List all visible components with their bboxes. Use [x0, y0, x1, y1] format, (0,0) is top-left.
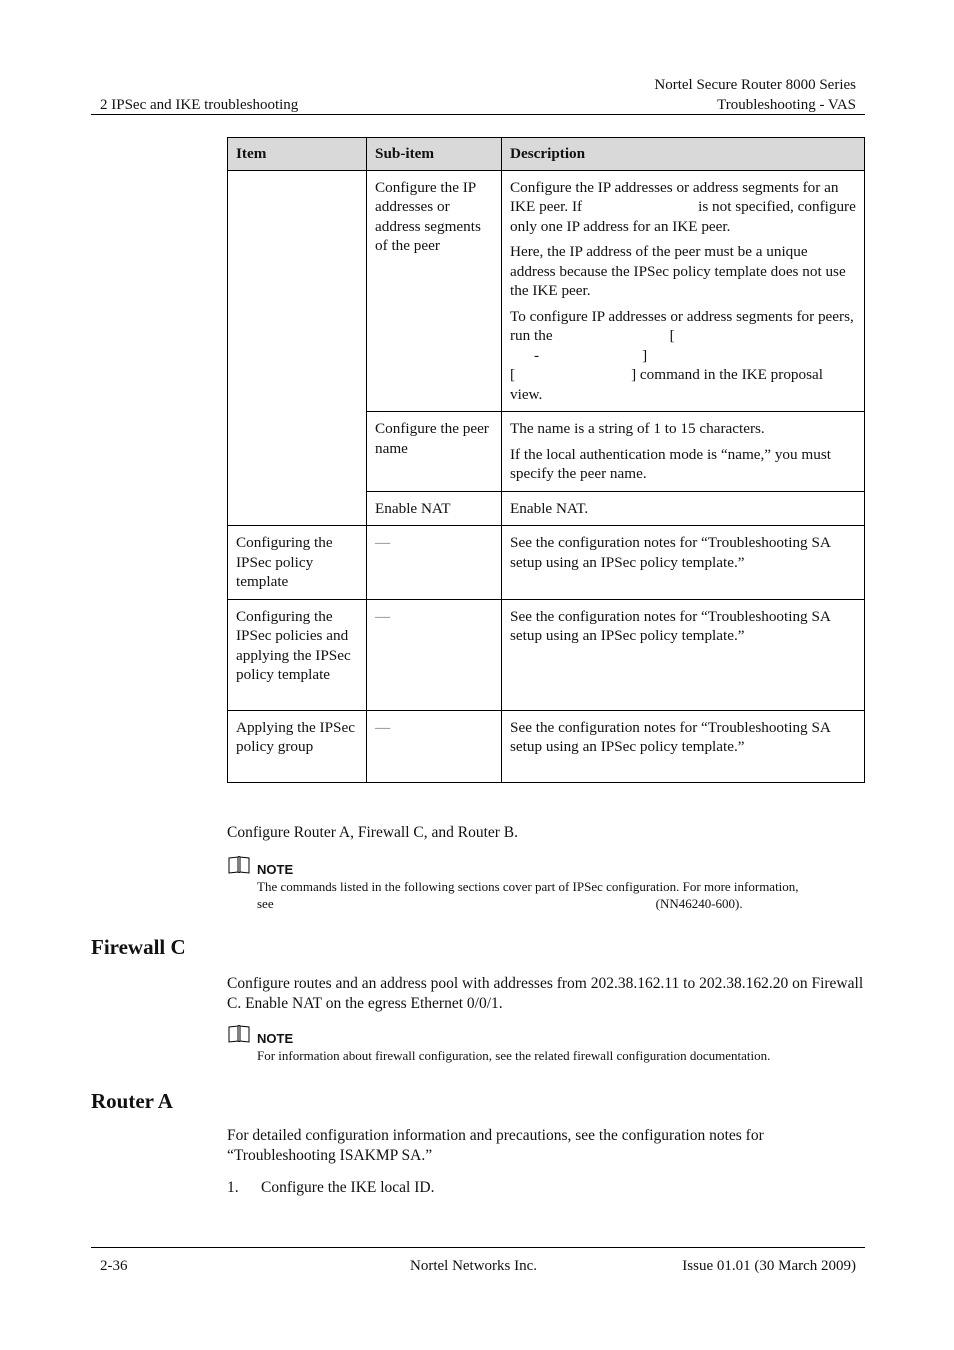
- table-cell-sub-item: —: [367, 599, 502, 710]
- router-text: For detailed configuration information and precautions, see the configuration notes for “Troubleshooting ISAKMP SA.”: [227, 1127, 764, 1164]
- description-paragraph: If the local authentication mode is “name,” you must specify the peer name.: [510, 445, 831, 482]
- config-table: [227, 137, 865, 783]
- book-icon: [228, 856, 250, 874]
- header-doc-title: Troubleshooting - VAS: [717, 97, 856, 113]
- note-text: The commands listed in the following sections cover part of IPSec configuration. For more information, see (NN46240-600).: [257, 879, 799, 911]
- firewall-text: Configure routes and an address pool with addresses from 202.38.162.11 to 202.38.162.20 on Firewall C. Enable NAT on the egress Ethernet 0/0/1.: [227, 975, 864, 1012]
- table-row: [228, 526, 865, 600]
- table-cell-description: [502, 412, 865, 492]
- note-text: For information about firewall configuration, see the related firewall configuration documentation.: [257, 1048, 771, 1063]
- table-cell-sub-item: Configure the peer name: [367, 412, 502, 492]
- header-product: Nortel Secure Router 8000 Series: [654, 77, 856, 93]
- col-header-description: Description: [502, 138, 865, 171]
- intro-text: Configure Router A, Firewall C, and Router B.: [227, 824, 519, 841]
- header-rule: [91, 114, 865, 115]
- description-paragraph: The name is a string of 1 to 15 characters.: [510, 420, 765, 437]
- table-header-row: [228, 138, 865, 171]
- table-cell-item: Applying the IPSec policy group: [228, 710, 367, 782]
- table-cell-description: See the configuration notes for “Troubleshooting SA setup using an IPSec policy template.”: [502, 526, 865, 600]
- description-paragraph: To configure IP addresses or address segments for peers, run the [ - ] [ ] command in the IKE proposal view.: [510, 307, 854, 403]
- description-paragraph: Here, the IP address of the peer must be a unique address because the IPSec policy template does not use the IKE peer.: [510, 243, 846, 299]
- header-chapter: 2 IPSec and IKE troubleshooting: [100, 97, 299, 113]
- col-header-sub-item: Sub-item: [367, 138, 502, 171]
- table-cell-description: See the configuration notes for “Troubleshooting SA setup using an IPSec policy template.”: [502, 710, 865, 782]
- table-cell-sub-item: —: [367, 710, 502, 782]
- footer-issue: Issue 01.01 (30 March 2009): [682, 1258, 856, 1274]
- description-paragraph: Configure the IP addresses or address segments for an IKE peer. If is not specified, configure only one IP address for an IKE peer.: [510, 178, 856, 235]
- section-heading-router-a: Router A: [91, 1089, 173, 1113]
- col-header-item: Item: [228, 138, 367, 171]
- book-icon: [228, 1025, 250, 1043]
- table-cell-item: Configuring the IPSec policy template: [228, 526, 367, 600]
- table-cell-sub-item: —: [367, 526, 502, 600]
- table-cell-sub-item: Enable NAT: [367, 491, 502, 526]
- table-cell-description: Enable NAT.: [502, 491, 865, 526]
- footer-page-number: 2-36: [100, 1258, 128, 1274]
- table-row: [228, 599, 865, 710]
- table-cell-item: Configuring the IPSec policies and applying the IPSec policy template: [228, 599, 367, 710]
- note-label: NOTE: [257, 1031, 294, 1046]
- table-cell-description: [502, 170, 865, 412]
- footer-company: Nortel Networks Inc.: [410, 1258, 538, 1274]
- table-row: [228, 170, 865, 412]
- section-heading-firewall-c: Firewall C: [91, 935, 186, 959]
- step-number: 1.: [227, 1179, 239, 1196]
- table-cell-description: See the configuration notes for “Troubleshooting SA setup using an IPSec policy template.”: [502, 599, 865, 710]
- table-cell-item-empty: [228, 170, 367, 526]
- footer-rule: [91, 1247, 865, 1248]
- step-text: Configure the IKE local ID.: [261, 1179, 435, 1196]
- table-cell-sub-item: Configure the IP addresses or address segments of the peer: [367, 170, 502, 412]
- note-label: NOTE: [257, 862, 294, 877]
- table-row: [228, 710, 865, 782]
